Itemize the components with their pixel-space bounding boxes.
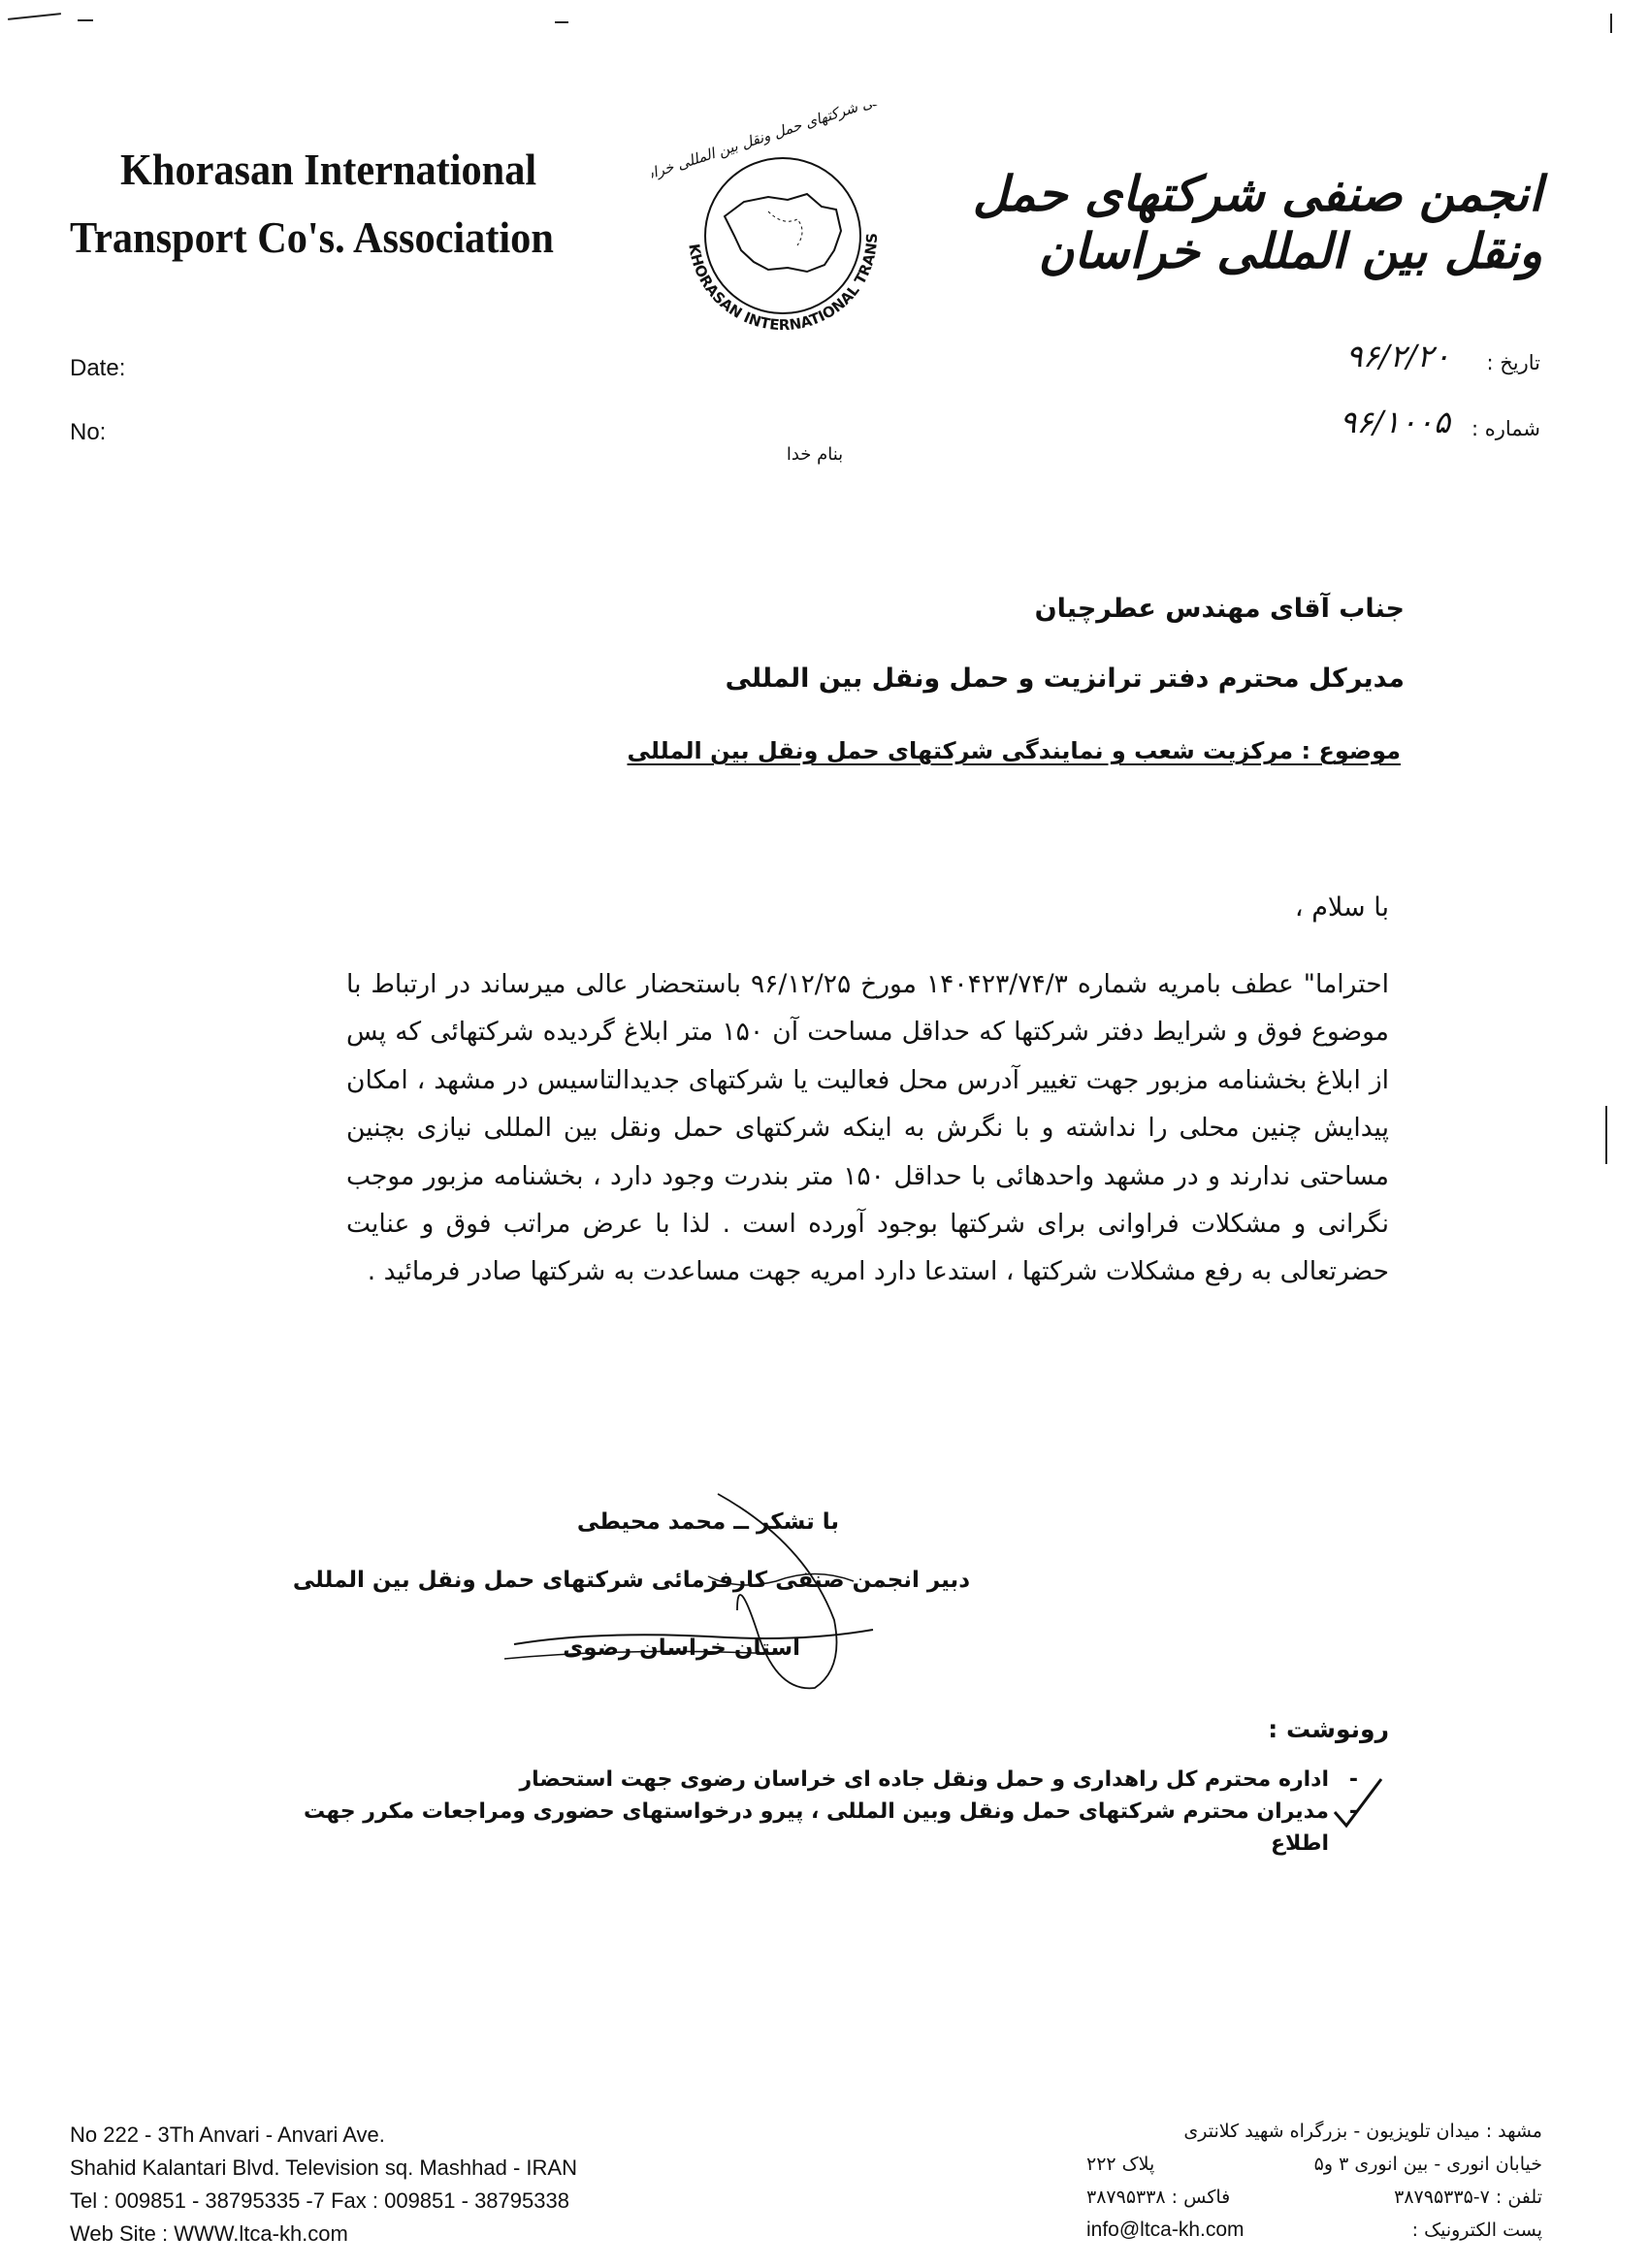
cc-list: [272, 1764, 1358, 1860]
date-label-en: Date:: [70, 355, 126, 381]
no-value-fa: ۹۶/۱۰۰۵: [1340, 404, 1450, 440]
footer-fa-phone: تلفن : ۷-۳۸۷۹۵۳۳۵: [1394, 2187, 1542, 2208]
scan-mark-right-edge: [1605, 1106, 1607, 1164]
date-value-fa: ۹۶/۲/۲۰: [1345, 338, 1450, 374]
handwritten-signature: [485, 1474, 912, 1698]
addressee-name: جناب آقای مهندس عطرچیان: [1034, 594, 1405, 624]
company-name-en-line1: Khorasan International: [120, 145, 537, 194]
footer-en-line2: Shahid Kalantari Blvd. Television sq. Mashhad - IRAN: [70, 2155, 577, 2180]
footer-en-line3: Tel : 009851 - 38795335 -7 Fax : 009851 - 38795338: [70, 2188, 569, 2213]
addressee-title: مدیرکل محترم دفتر ترانزیت و حمل ونقل بین المللی: [725, 664, 1405, 694]
footer-en: [70, 2119, 577, 2251]
footer-en-line1: No 222 - 3Th Anvari - Anvari Ave.: [70, 2122, 385, 2147]
scan-mark-top-right: [1610, 14, 1612, 33]
signature-title: دبیر انجمن صنفی کارفرمائی شرکتهای حمل ونقل بین المللی: [292, 1568, 970, 1593]
company-name-en-line2: Transport Co's. Association: [70, 212, 554, 262]
footer-fa-line2a: خیابان انوری - بین انوری ۳ و۵: [1313, 2154, 1542, 2175]
greeting: با سلام ،: [1294, 892, 1389, 923]
footer-fa-row2: [1086, 2148, 1542, 2181]
subject-line: موضوع : مرکزیت شعب و نمایندگی شرکتهای حمل ونقل بین المللی: [627, 737, 1401, 764]
cc-title: رونوشت :: [1268, 1715, 1389, 1743]
scan-mark-top-center: [555, 21, 568, 23]
footer-fa: [1086, 2115, 1542, 2247]
bismillah: بنام خدا: [786, 444, 844, 465]
footer-fa-line1: مشهد : میدان تلویزیون - بزرگراه شهید کلانتری: [1183, 2121, 1542, 2142]
footer-en-website: Web Site : WWW.ltca-kh.com: [70, 2221, 348, 2246]
footer-fa-email: info@ltca-kh.com: [1086, 2219, 1245, 2241]
association-seal: [652, 105, 914, 367]
footer-fa-row3: [1086, 2181, 1542, 2214]
cc-item-text: اداره محترم کل راهداری و حمل ونقل جاده ای خراسان رضوی جهت استحضار: [519, 1767, 1329, 1792]
no-label-en: No:: [70, 419, 107, 445]
no-label-fa: شماره :: [1471, 417, 1540, 440]
footer-fa-email-label: پست الکترونیک :: [1411, 2219, 1542, 2241]
svg-text:انجمن صنفی شرکتهای حمل ونقل بی: شرکتهای حمل ونقل بین المللی خراسان: [652, 105, 860, 190]
signature-province: استان خراسان رضوی: [563, 1636, 800, 1661]
checkmark-icon: [1329, 1775, 1387, 1833]
scan-mark-top-left: [8, 13, 61, 20]
letter-body: احتراما" عطف بامریه شماره ۱۴۰۴۲۳/۷۴/۳ مورخ ۹۶/۱۲/۲۵ باستحضار عالی میرساند در ارتباط با موضوع فوق و شرایط دفتر شرکتها که حداقل مساحت آن ۱۵۰ متر ابلاغ گردیده شرکتهائی که پس از ابلاغ بخشنامه مزبور جهت تغییر آدرس محل فعالیت یا شرکتهای جدیدالتاسیس در مشهد ، امکان پیدایش چنین محلی را نداشته و با نگرش به اینکه شرکتهای حمل ونقل بین المللی نیازی بچنین مساحتی ندارند و در مشهد واحدهائی با حداقل ۱۵۰ متر بندرت وجود دارد ، بخشنامه مزبور موجب نگرانی و مشکلات فراوانی برای شرکتها بوجود آورده است . لذا با عرض مراتب فوق و عنایت حضرتعالی به رفع مشکلات شرکتها ، استدعا دارد امریه جهت مساعدت به شرکتها صادر فرمائید .: [346, 969, 1389, 1287]
footer-fa-fax: فاکس : ۳۸۷۹۵۳۳۸: [1086, 2187, 1231, 2208]
footer-fa-row1: [1086, 2115, 1542, 2148]
footer-fa-line2b: پلاک ۲۲۲: [1086, 2154, 1155, 2175]
company-name-fa: انجمن صنفی شرکتهای حمل ونقل بین المللی خراسان: [972, 165, 1542, 279]
cc-item-text: مدیران محترم شرکتهای حمل ونقل وبین المللی ، پیرو درخواستهای حضوری ومراجعات مکرر جهت اطلاع: [303, 1799, 1329, 1856]
svg-text:KHORASAN INTERNATIONAL TRANSPO: KHORASAN INTERNATIONAL TRANS: [685, 232, 882, 335]
cc-item: - مدیران محترم شرکتهای حمل ونقل وبین المللی ، پیرو درخواستهای حضوری ومراجعات مکرر جهت اطلاع: [303, 1799, 1358, 1856]
cc-item: - اداره محترم کل راهداری و حمل ونقل جاده ای خراسان رضوی جهت استحضار: [519, 1767, 1358, 1792]
signature-thanks: با تشکر ــ محمد محیطی: [576, 1509, 839, 1535]
scan-mark-top-left-2: [78, 19, 93, 21]
footer-fa-row4: [1086, 2214, 1542, 2247]
date-label-fa: تاریخ :: [1486, 351, 1540, 374]
